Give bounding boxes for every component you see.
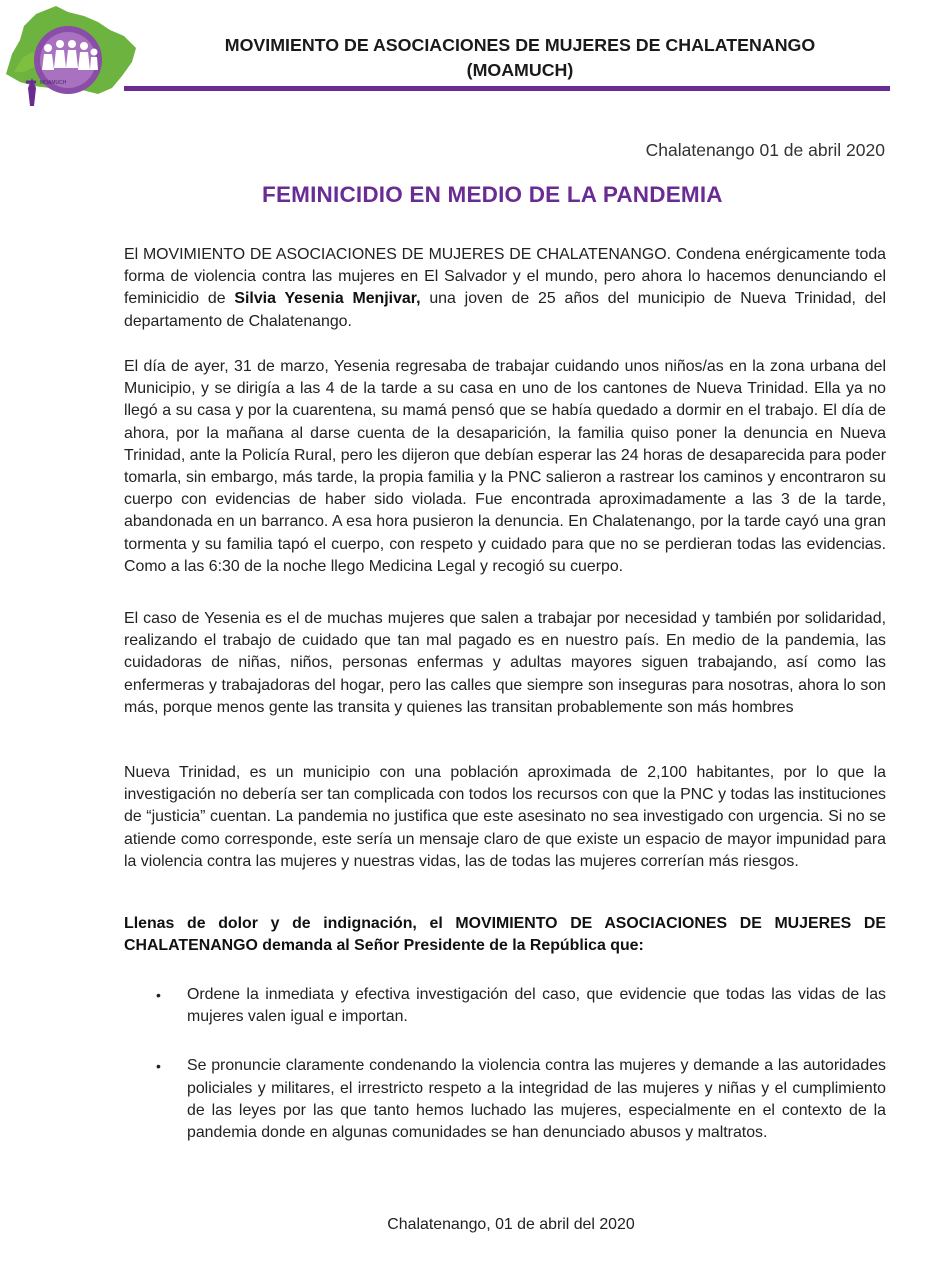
closing-date: Chalatenango, 01 de abril del 2020 xyxy=(387,1216,635,1233)
demands-list xyxy=(124,984,886,1144)
svg-text:MOAMUCH: MOAMUCH xyxy=(40,80,67,86)
document-title: FEMINICIDIO EN MEDIO DE LA PANDEMIA xyxy=(262,182,723,207)
victim-name: Silvia Yesenia Menjivar, xyxy=(234,290,421,308)
paragraph-events: El día de ayer, 31 de marzo, Yesenia regresaba de trabajar cuidando unos niños/as en la zona urbana del Municipio, y se dirigía a las 4 de la tarde a su casa en uno de los cantones de Nueva Trinidad. Ella ya no llegó a su casa y por la cuarentena, su mamá pensó que se había quedado a dormir en el trabajo. El día de ahora, por la mañana al darse cuenta de la desaparición, la familia quiso poner la denuncia en Nueva Trinidad, ante la Policía Rural, pero les dijeron que debían esperar las 24 horas de desaparecida para poder tomarla, sin embargo, más tarde, la propia familia y la PNC salieron a rastrear los caminos y encontraron su cuerpo con evidencias de haber sido violada. Fue encontrada aproximadamente a las 3 de la tarde, abandonada en un barranco. A esa hora pusieron la denuncia. En Chalatenango, por la tarde cayó una gran tormenta y su familia tapó el cuerpo, con respeto y cuidado para que no se perdieran todas las evidencias. Como a las 6:30 de la noche llego Medicina Legal y recogió su cuerpo. xyxy=(124,358,886,575)
organization-name-line1: MOVIMIENTO DE ASOCIACIONES DE MUJERES DE CHALATENANGO xyxy=(224,35,816,55)
paragraph-intro-end: una joven de 25 años del municipio de Nueva Trinidad, del departamento de Chalatenango. xyxy=(124,290,887,330)
header-divider xyxy=(124,86,890,91)
paragraph-demand: Llenas de dolor y de indignación, el MOVIMIENTO DE ASOCIACIONES DE MUJERES DE CHALATENANGO demanda al Señor Presidente de la República que: xyxy=(124,915,886,955)
demand-text: Se pronuncie claramente condenando la violencia contra las mujeres y demande a las autoridades policiales y militares, el irrestricto respeto a la integridad de las mujeres y niñas y el cumplimiento de las leyes por las que tanto hemos luchado las mujeres, especialmente en el contexto de la pandemia donde en algunas comunidades se han denunciado abusos y maltratos. xyxy=(187,1057,886,1142)
organization-acronym: (MOAMUCH) xyxy=(466,60,574,80)
list-item xyxy=(124,984,886,1028)
bullet-icon: • xyxy=(156,1058,161,1075)
demand-text: Ordene la inmediata y efectiva investigación del caso, que evidencie que todas las vidas de las mujeres valen igual e importan. xyxy=(187,986,886,1026)
paragraph-intro-start: El MOVIMIENTO DE ASOCIACIONES DE MUJERES DE CHALATENANGO. Condena enérgicamente toda forma de violencia contra las mujeres en El Salvador y el mundo, pero ahora lo hacemos denunciando el feminicidio de xyxy=(124,246,886,308)
paragraph-intro xyxy=(124,244,886,333)
paragraph-investigation: Nueva Trinidad, es un municipio con una población aproximada de 2,100 habitantes, por lo que la investigación no debería ser tan complicada con todos los recursos con que la PNC y todas las instituciones de “justicia” cuentan. La pandemia no justifica que este asesinato no sea investigado con urgencia. Si no se atiende como corresponde, este sería un mensaje claro de que existe un espacio de mayor impunidad para la violencia contra las mujeres y nuestras vidas, las de todas las mujeres correrían más riesgos. xyxy=(124,764,886,870)
list-item xyxy=(124,1055,886,1144)
document-date: Chalatenango 01 de abril 2020 xyxy=(645,140,885,160)
organization-name xyxy=(150,33,890,83)
moamuch-logo-icon xyxy=(2,2,140,110)
paragraph-context: El caso de Yesenia es el de muchas mujeres que salen a trabajar por necesidad y también por solidaridad, realizando el trabajo de cuidado que tan mal pagado es en nuestro país. En medio de la pandemia, las cuidadoras de niñas, niños, personas enfermas y adultas mayores siguen trabajando, así como las enfermeras y trabajadoras del hogar, pero las calles que siempre son inseguras para nosotras, ahora lo son más, porque menos gente las transita y quienes las transitan probablemente son más hombres xyxy=(124,610,886,716)
bullet-icon: • xyxy=(156,987,161,1003)
